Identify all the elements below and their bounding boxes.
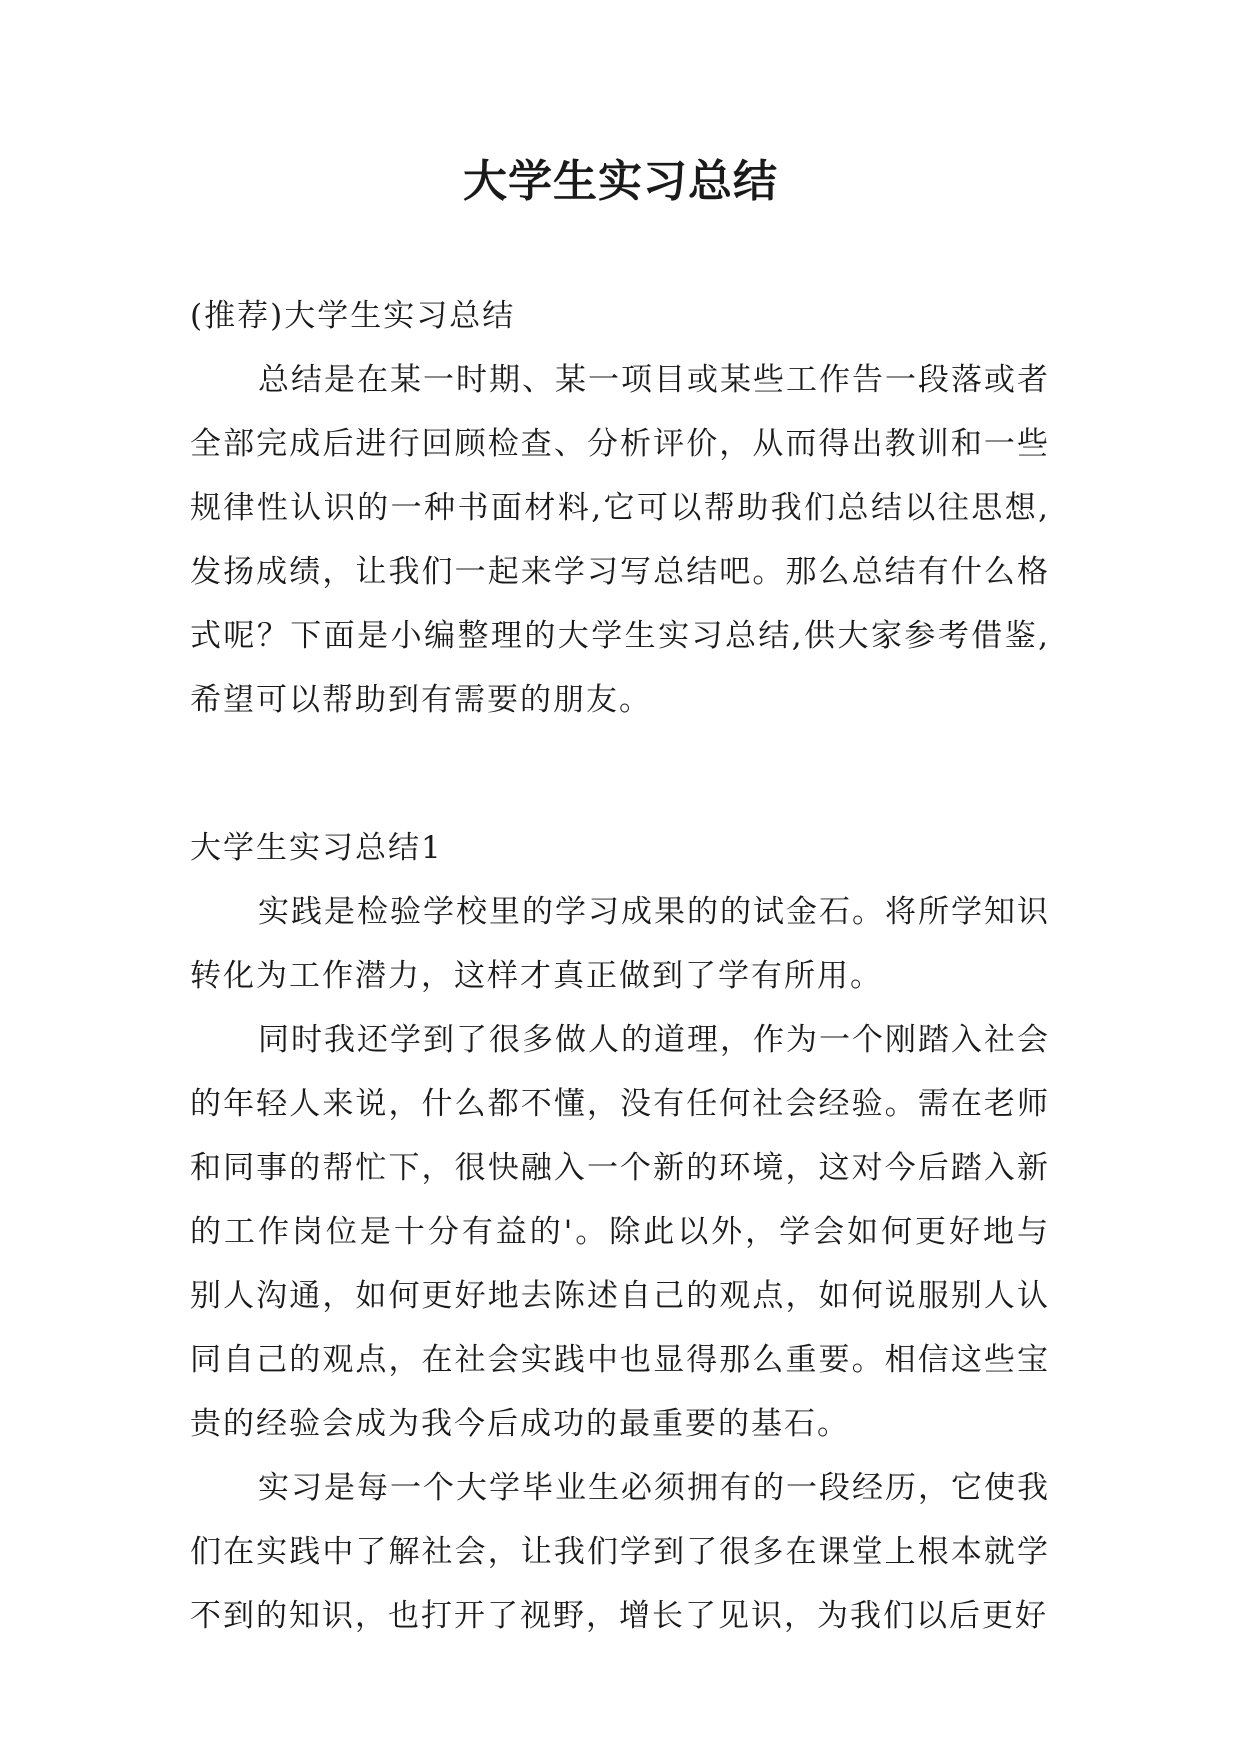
section-1 xyxy=(190,816,1050,1648)
section-1-heading: 大学生实习总结1 xyxy=(190,830,443,866)
section-1-paragraph-3: 实习是每一个大学毕业生必须拥有的一段经历，它使我们在实践中了解社会，让我们学到了很多在课堂上根本就学不到的知识，也打开了视野，增长了见识，为我们以后更好 xyxy=(190,1470,1050,1634)
intro-section xyxy=(190,284,1050,732)
intro-subtitle: (推荐)大学生实习总结 xyxy=(190,298,516,334)
section-1-paragraph-2: 同时我还学到了很多做人的道理，作为一个刚踏入社会的年轻人来说，什么都不懂，没有任何社会经验。需在老师和同事的帮忙下，很快融入一个新的环境，这对今后踏入新的工作岗位是十分有益的'。除此以外，学会如何更好地与别人沟通，如何更好地去陈述自己的观点，如何说服别人认同自己的观点，在社会实践中也显得那么重要。相信这些宝贵的经验会成为我今后成功的最重要的基石。 xyxy=(190,1022,1050,1442)
document-title: 大学生实习总结 xyxy=(463,156,778,207)
intro-paragraph: 总结是在某一时期、某一项目或某些工作告一段落或者全部完成后进行回顾检查、分析评价，从而得出教训和一些规律性认识的一种书面材料,它可以帮助我们总结以往思想,发扬成绩，让我们一起来学习写总结吧。那么总结有什么格式呢？下面是小编整理的大学生实习总结,供大家参考借鉴,希望可以帮助到有需要的朋友。 xyxy=(190,362,1050,718)
section-1-paragraph-1: 实践是检验学校里的学习成果的的试金石。将所学知识转化为工作潜力，这样才真正做到了学有所用。 xyxy=(190,894,1050,994)
